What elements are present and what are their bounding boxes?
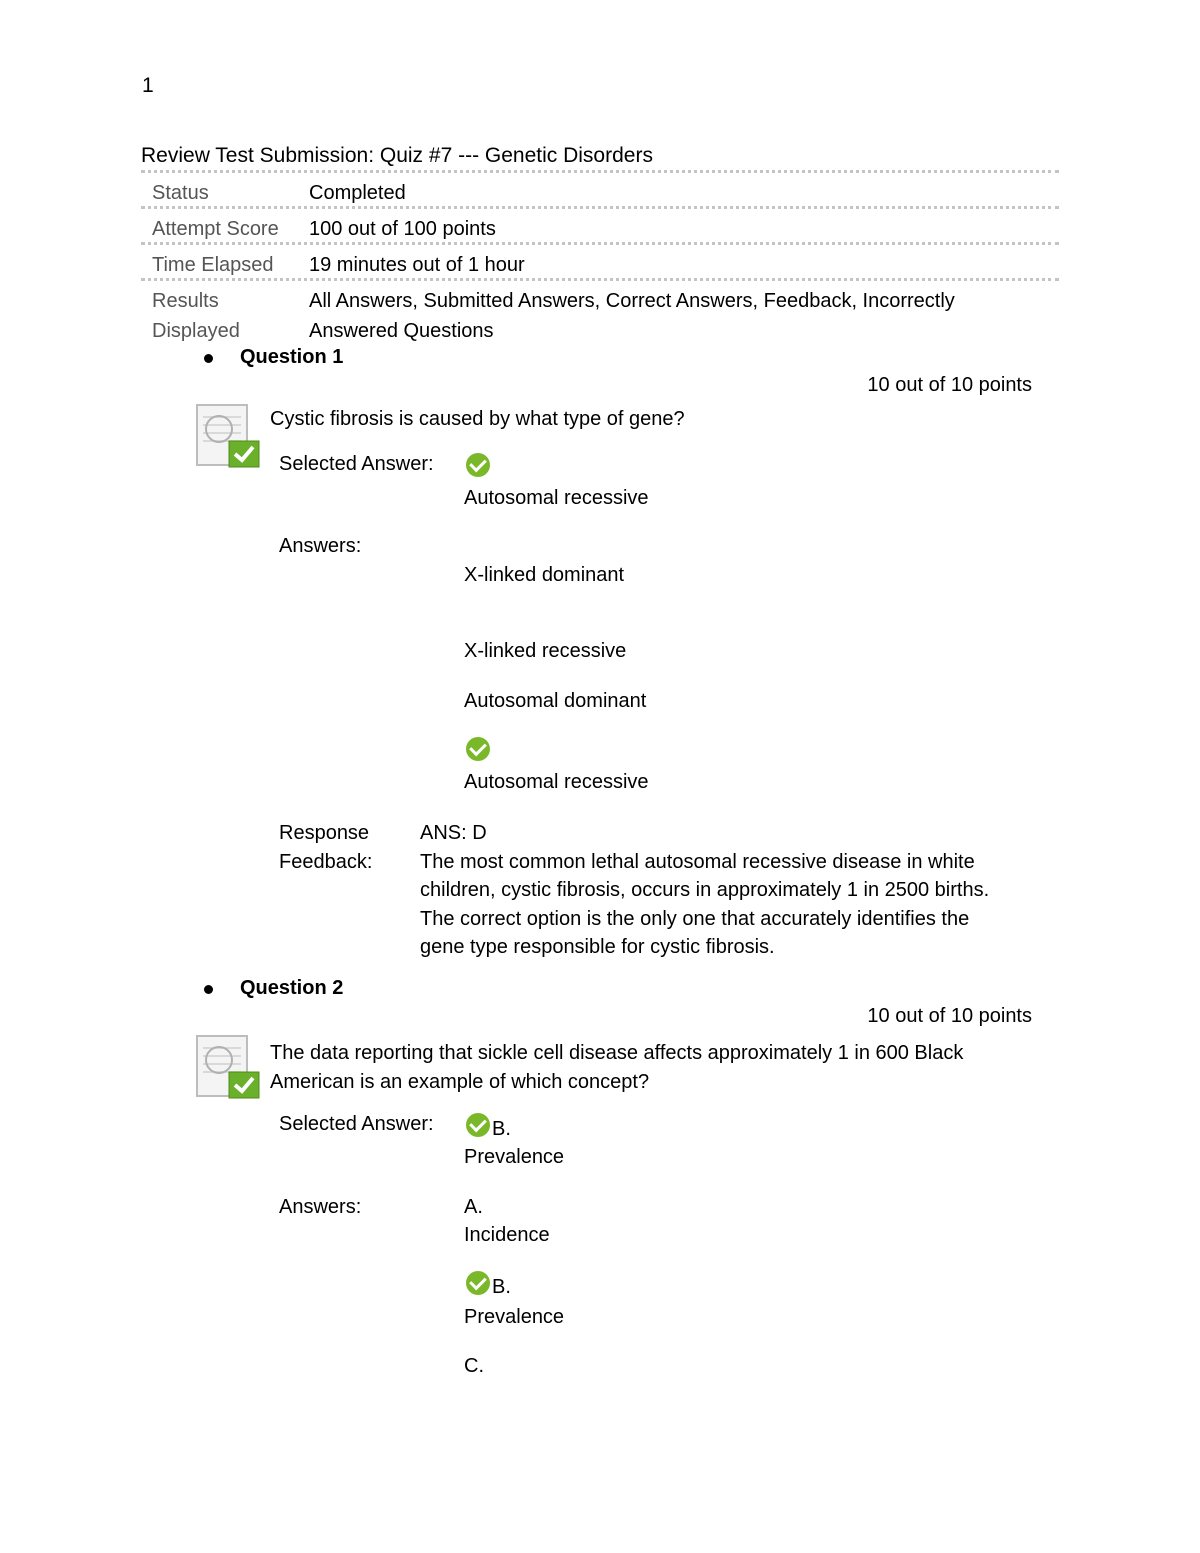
feedback-line: gene type responsible for cystic fibrosis. — [420, 936, 775, 958]
answer-a-text: Incidence — [464, 1224, 550, 1246]
check-icon — [466, 453, 490, 477]
results-label-line-2: Displayed — [152, 320, 240, 342]
score-value: 100 out of 100 points — [309, 218, 496, 240]
feedback-label-line-1: Response — [279, 822, 370, 844]
selected-answer-value: Prevalence — [464, 1146, 565, 1168]
selected-answer-label: Selected Answer: — [279, 453, 434, 475]
feedback-label-line-2: Feedback: — [279, 850, 373, 873]
correct-question-icon — [195, 403, 261, 469]
feedback-line: The correct option is the only one that accurately identifies the — [420, 907, 970, 930]
answer-option: X-linked dominant — [464, 564, 625, 586]
check-icon — [466, 1271, 490, 1295]
results-label-line-1: Results — [152, 290, 219, 312]
answer-b-letter: B. — [492, 1276, 511, 1298]
status-label: Status — [152, 182, 209, 204]
response-feedback-label — [279, 819, 372, 876]
selected-answer-value: Autosomal recessive — [464, 487, 649, 509]
answer-c-letter: C. — [464, 1355, 484, 1377]
answer-a-letter: A. — [464, 1196, 483, 1218]
results-value-line-2: Answered Questions — [309, 320, 494, 342]
question-2-title[interactable]: Question 2 — [240, 977, 344, 999]
answer-option: X-linked recessive — [464, 640, 627, 662]
answers-label: Answers: — [279, 535, 362, 557]
results-value — [309, 286, 955, 346]
results-value-line-1: All Answers, Submitted Answers, Correct Answers, Feedback, Incorrectly — [309, 290, 955, 312]
feedback-line: ANS: D — [420, 822, 487, 844]
submission-info-table — [141, 170, 1059, 341]
feedback-line: The most common lethal autosomal recessive disease in white — [420, 850, 975, 873]
page-title: Review Test Submission: Quiz #7 --- Genetic Disorders — [141, 144, 653, 167]
score-label: Attempt Score — [152, 218, 279, 240]
question-2-text-line-2: American is an example of which concept? — [270, 1070, 650, 1093]
answer-option-correct: Autosomal recessive — [464, 771, 649, 793]
answer-option: Autosomal dominant — [464, 690, 647, 712]
info-row-results — [141, 278, 1059, 341]
question-2-points: 10 out of 10 points — [867, 1005, 1032, 1027]
results-label — [152, 286, 240, 346]
question-2-text — [270, 1039, 963, 1096]
question-1-text: Cystic fibrosis is caused by what type of gene? — [270, 408, 685, 430]
selected-answer-letter: B. — [492, 1118, 511, 1140]
response-feedback-text — [420, 819, 1060, 962]
info-row-status — [141, 170, 1059, 206]
question-2-text-line-1: The data reporting that sickle cell disease affects approximately 1 in 600 Black — [270, 1042, 964, 1064]
check-icon — [466, 1113, 490, 1137]
question-1-points: 10 out of 10 points — [867, 374, 1032, 396]
feedback-line: children, cystic fibrosis, occurs in approximately 1 in 2500 births. — [420, 879, 990, 901]
status-value: Completed — [309, 182, 406, 204]
check-icon — [466, 737, 490, 761]
bullet-icon — [204, 354, 213, 363]
time-label: Time Elapsed — [152, 254, 274, 276]
correct-question-icon — [195, 1034, 261, 1100]
question-1-title[interactable]: Question 1 — [240, 346, 344, 368]
info-row-time — [141, 242, 1059, 278]
time-value: 19 minutes out of 1 hour — [309, 254, 525, 276]
selected-answer-label: Selected Answer: — [279, 1113, 434, 1135]
answers-label: Answers: — [279, 1196, 362, 1218]
answer-b-text: Prevalence — [464, 1306, 565, 1328]
info-row-score — [141, 206, 1059, 242]
bullet-icon — [204, 985, 213, 994]
page-number: 1 — [142, 74, 154, 97]
